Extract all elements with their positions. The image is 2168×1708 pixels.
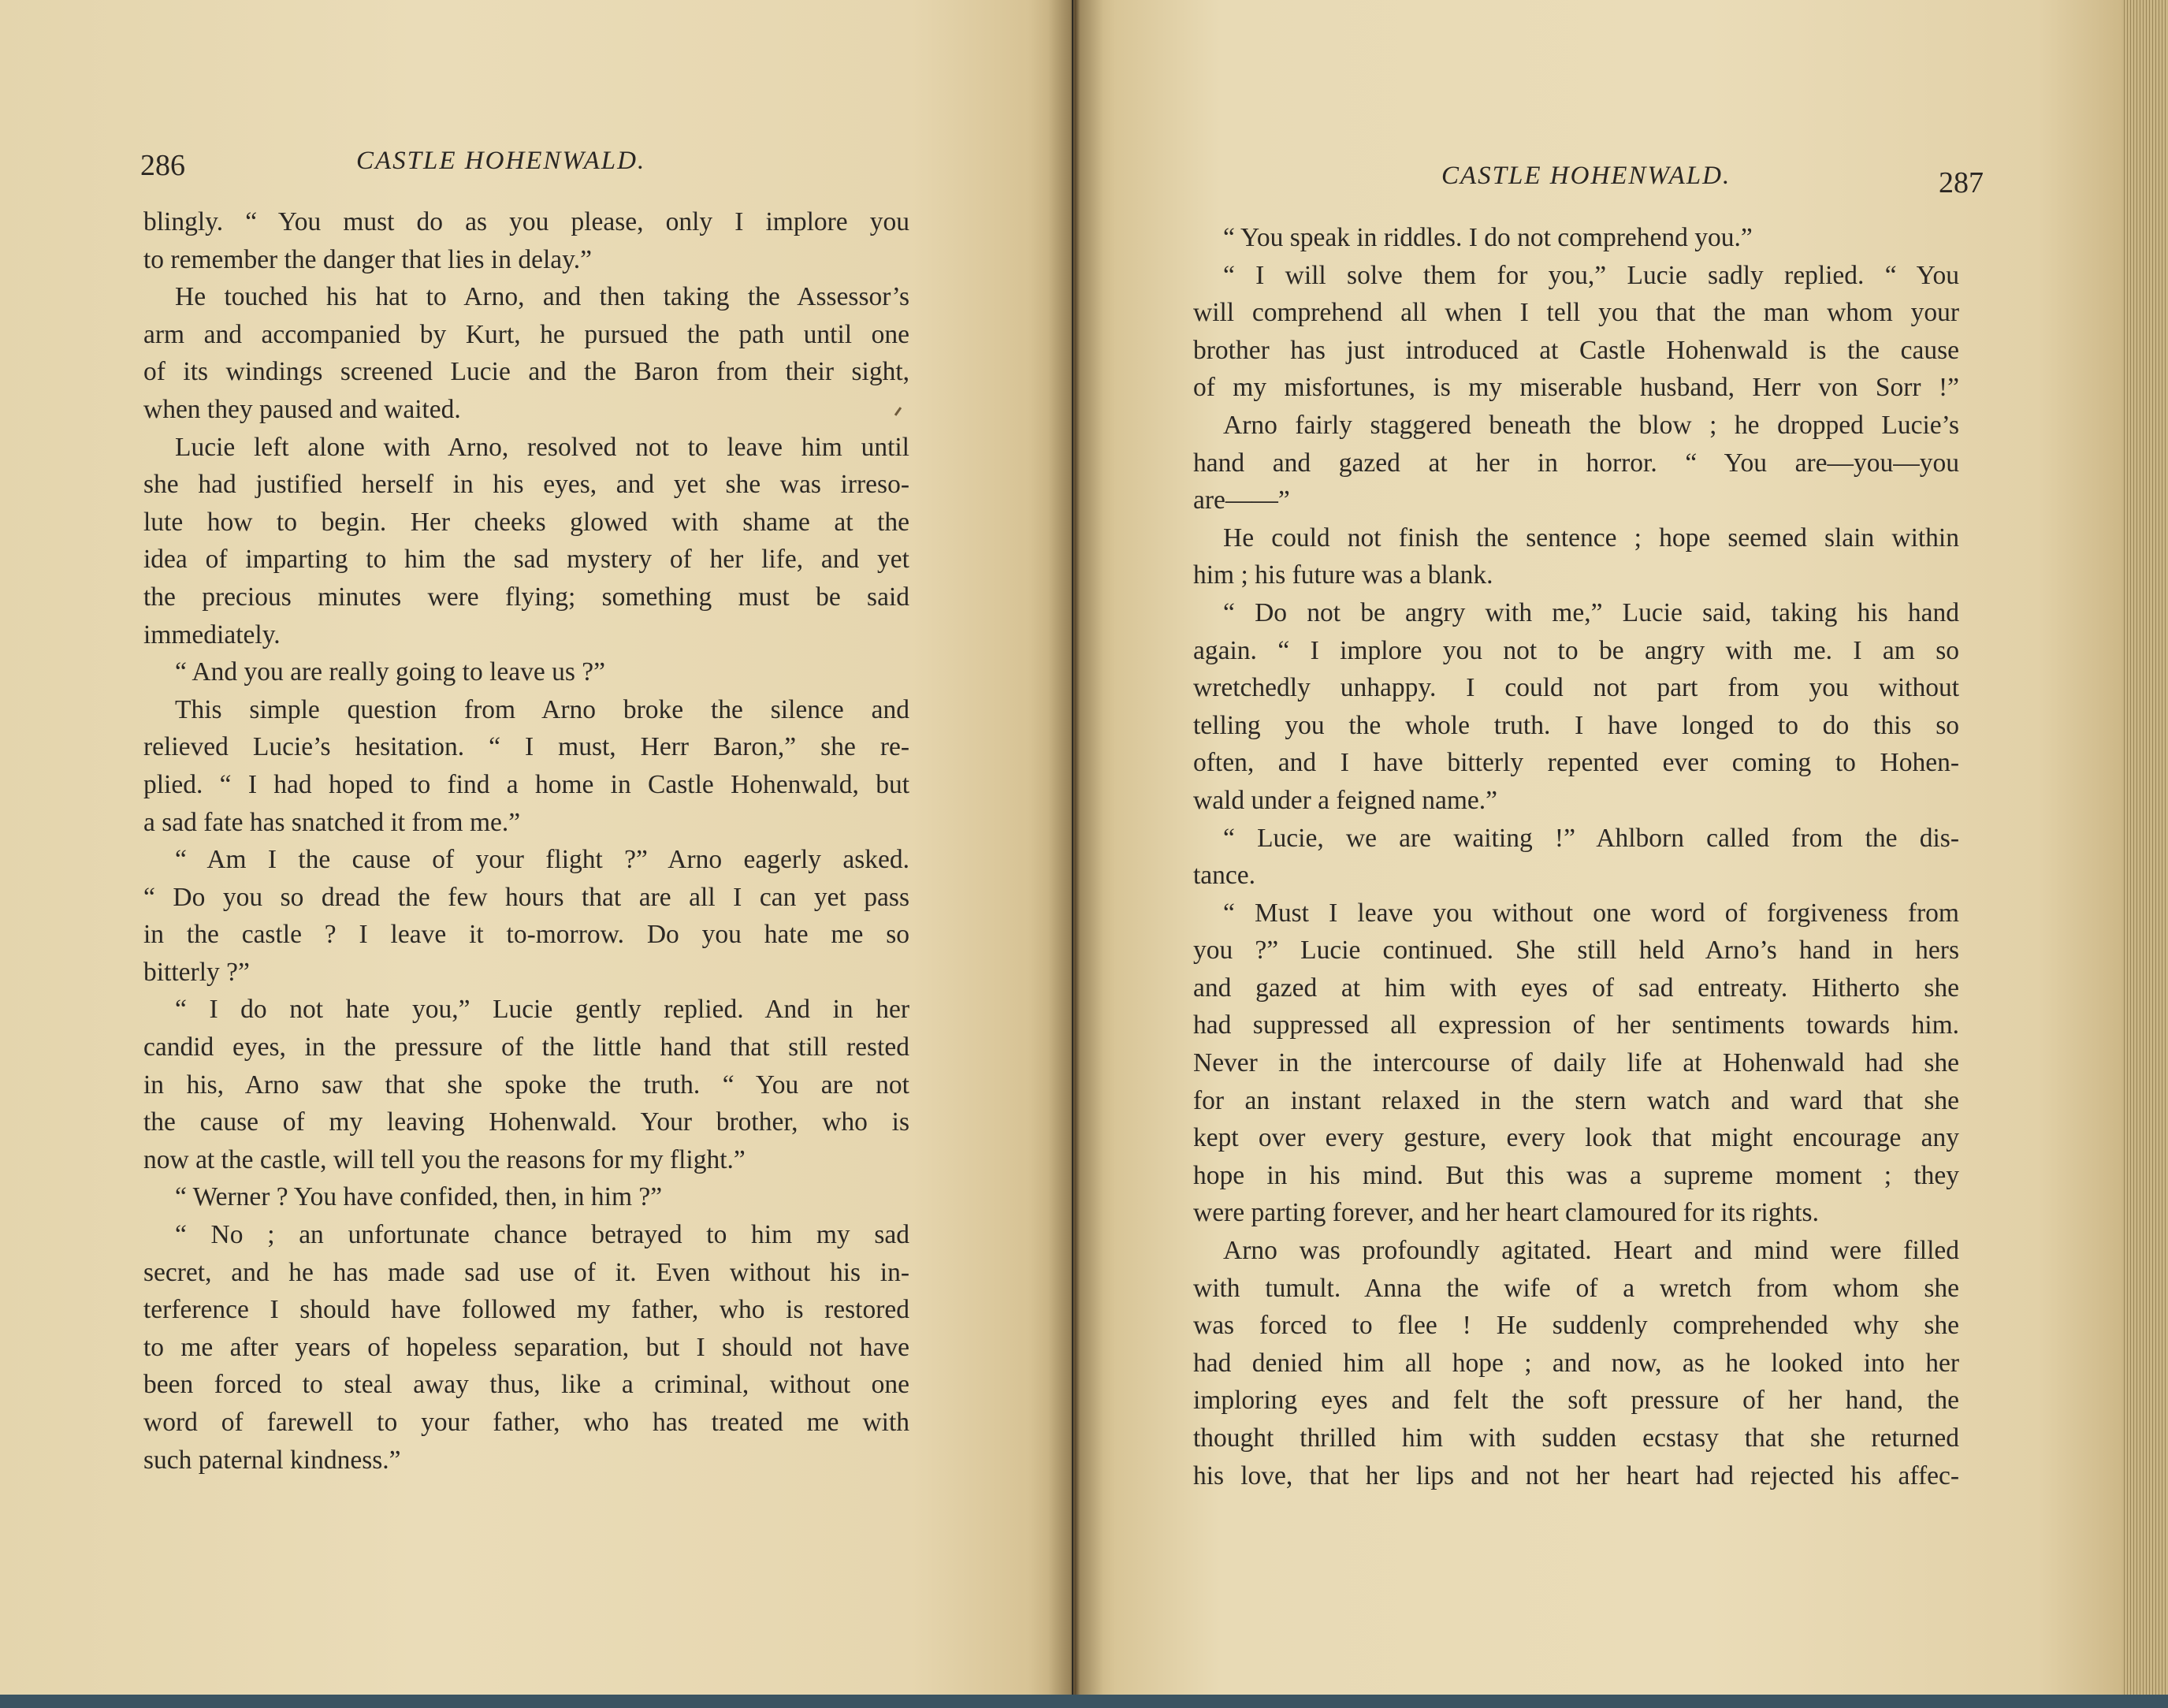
text-line: candid eyes, in the pressure of the little hand that still rested bbox=[143, 1033, 909, 1062]
text-line: Arno fairly staggered beneath the blow ; he dropped Lucie’s bbox=[1223, 410, 1959, 440]
text-line: with tumult. Anna the wife of a wretch from whom she bbox=[1193, 1273, 1959, 1303]
text-line: the cause of my leaving Hohenwald. Your brother, who is bbox=[143, 1107, 909, 1137]
text-line: “ I will solve them for you,” Lucie sadly replied. “ You bbox=[1223, 260, 1959, 290]
text-line: are——” bbox=[1193, 486, 1290, 515]
text-line: now at the castle, will tell you the reasons for my flight.” bbox=[143, 1144, 746, 1174]
page-edges bbox=[2122, 0, 2168, 1708]
text-line: imploring eyes and felt the soft pressure of her hand, the bbox=[1193, 1386, 1959, 1416]
text-line: hope in his mind. But this was a supreme moment ; they bbox=[1193, 1160, 1959, 1190]
text-line: “ Werner ? You have confided, then, in him ?” bbox=[175, 1182, 663, 1212]
text-line: “ Do not be angry with me,” Lucie said, taking his hand bbox=[1223, 597, 1959, 627]
text-line: “ I do not hate you,” Lucie gently replied. And in her bbox=[175, 995, 909, 1025]
text-line: will comprehend all when I tell you that the man whom your bbox=[1193, 298, 1959, 328]
text-line: him ; his future was a blank. bbox=[1193, 560, 1493, 590]
text-line: idea of imparting to him the sad mystery of her life, and yet bbox=[143, 545, 909, 575]
text-line: He could not finish the sentence ; hope seemed slain within bbox=[1223, 523, 1959, 553]
text-line: Never in the intercourse of daily life at Hohenwald had she bbox=[1193, 1048, 1959, 1078]
text-line: terference I should have followed my father, who is restored bbox=[143, 1295, 909, 1325]
text-line: “ Am I the cause of your flight ?” Arno eagerly asked. bbox=[175, 845, 909, 875]
text-line: Arno was profoundly agitated. Heart and mind were filled bbox=[1223, 1236, 1959, 1266]
text-line: was forced to flee ! He suddenly comprehended why she bbox=[1193, 1311, 1959, 1341]
running-head: CASTLE HOHENWALD. bbox=[356, 147, 646, 175]
text-line: were parting forever, and her heart clamoured for its rights. bbox=[1193, 1198, 1819, 1228]
text-line: plied. “ I had hoped to find a home in Castle Hohenwald, but bbox=[143, 769, 909, 799]
text-line: word of farewell to your father, who has treated me with bbox=[143, 1408, 909, 1437]
text-line: the precious minutes were flying; something must be said bbox=[143, 582, 909, 612]
text-line: blingly. “ You must do as you please, only I implore you bbox=[143, 207, 909, 236]
page-number: 286 bbox=[140, 149, 185, 182]
text-line: in his, Arno saw that she spoke the truth. “ You are not bbox=[143, 1070, 909, 1100]
text-line: Lucie left alone with Arno, resolved not to leave him until bbox=[175, 432, 909, 462]
text-line: had suppressed all expression of her sentiments towards him. bbox=[1193, 1010, 1959, 1040]
text-line: relieved Lucie’s hesitation. “ I must, Herr Baron,” she re- bbox=[143, 732, 909, 762]
text-line: wretchedly unhappy. I could not part from you without bbox=[1193, 673, 1959, 703]
text-line: been forced to steal away thus, like a criminal, without one bbox=[143, 1370, 909, 1400]
text-line: when they paused and waited. bbox=[143, 394, 461, 424]
text-line: lute how to begin. Her cheeks glowed with shame at the bbox=[143, 507, 909, 537]
running-head: CASTLE HOHENWALD. bbox=[1441, 162, 1731, 190]
text-line: again. “ I implore you not to be angry with me. I am so bbox=[1193, 635, 1959, 665]
text-line: of my misfortunes, is my miserable husband, Herr von Sorr !” bbox=[1193, 373, 1959, 403]
cover-edge bbox=[0, 1695, 2168, 1708]
text-line: “ You speak in riddles. I do not comprehend you.” bbox=[1223, 223, 1753, 252]
text-line: arm and accompanied by Kurt, he pursued the path until one bbox=[143, 319, 909, 349]
right-page bbox=[1073, 0, 2122, 1708]
text-line: kept over every gesture, every look that might encourage any bbox=[1193, 1123, 1959, 1153]
left-page-text bbox=[143, 203, 909, 1479]
page-number: 287 bbox=[1939, 166, 1984, 199]
text-line: hand and gazed at her in horror. “ You are—you—you bbox=[1193, 448, 1959, 478]
text-line: often, and I have bitterly repented ever coming to Hohen- bbox=[1193, 748, 1959, 778]
text-line: wald under a feigned name.” bbox=[1193, 785, 1498, 815]
text-line: “ And you are really going to leave us ?” bbox=[175, 657, 606, 687]
text-line: to me after years of hopeless separation, but I should not have bbox=[143, 1332, 909, 1362]
text-line: you ?” Lucie continued. She still held Arno’s hand in hers bbox=[1193, 936, 1959, 966]
text-line: of its windings screened Lucie and the Baron from their sight, bbox=[143, 357, 909, 387]
text-line: “ Must I leave you without one word of forgiveness from bbox=[1223, 898, 1959, 928]
text-line: immediately. bbox=[143, 620, 281, 649]
text-line: tance. bbox=[1193, 861, 1256, 891]
text-line: his love, that her lips and not her heart had rejected his affec- bbox=[1193, 1461, 1959, 1490]
text-line: had denied him all hope ; and now, as he looked into her bbox=[1193, 1348, 1959, 1378]
text-line: secret, and he has made sad use of it. Even without his in- bbox=[143, 1257, 909, 1287]
text-line: a sad fate has snatched it from me.” bbox=[143, 807, 521, 837]
text-line: thought thrilled him with sudden ecstasy that she returned bbox=[1193, 1423, 1959, 1453]
right-page-text bbox=[1193, 219, 1959, 1494]
text-line: He touched his hat to Arno, and then taking the Assessor’s bbox=[175, 282, 909, 312]
text-line: she had justified herself in his eyes, and yet she was irreso- bbox=[143, 470, 909, 500]
text-line: and gazed at him with eyes of sad entreaty. Hitherto she bbox=[1193, 973, 1959, 1003]
text-line: such paternal kindness.” bbox=[143, 1445, 401, 1475]
text-line: “ Do you so dread the few hours that are all I can yet pass bbox=[143, 882, 909, 912]
text-line: “ No ; an unfortunate chance betrayed to him my sad bbox=[175, 1220, 909, 1250]
book-gutter bbox=[1048, 0, 1103, 1708]
left-page bbox=[0, 0, 1072, 1708]
text-line: This simple question from Arno broke the silence and bbox=[175, 694, 909, 724]
text-line: brother has just introduced at Castle Hohenwald is the cause bbox=[1193, 335, 1959, 365]
text-line: “ Lucie, we are waiting !” Ahlborn called from the dis- bbox=[1223, 823, 1959, 853]
text-line: for an instant relaxed in the stern watch and ward that she bbox=[1193, 1085, 1959, 1115]
text-line: bitterly ?” bbox=[143, 957, 250, 987]
text-line: to remember the danger that lies in delay.” bbox=[143, 244, 592, 274]
text-line: telling you the whole truth. I have longed to do this so bbox=[1193, 710, 1959, 740]
text-line: in the castle ? I leave it to-morrow. Do you hate me so bbox=[143, 920, 909, 950]
